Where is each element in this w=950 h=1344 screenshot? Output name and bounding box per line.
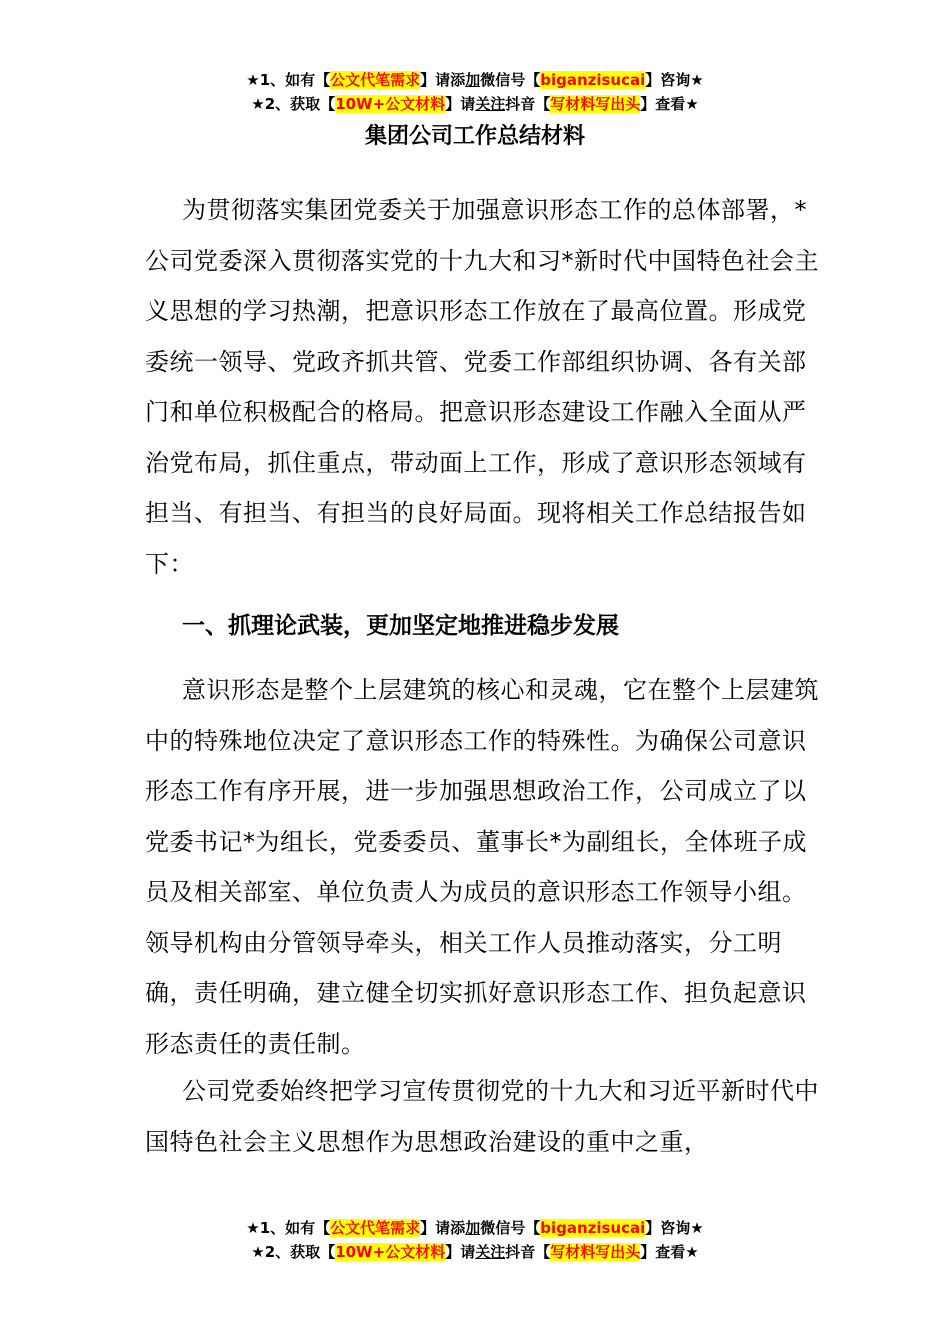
promo-text: ★2、获取【 [251, 95, 336, 113]
paragraph-text: 为贯彻落实集团党委关于加强意识形态工作的总体部署，*公司党委深入贯彻落实党的十九大和习*新时代中国特色社会主义思想的学习热潮，把意识形态工作放在了最高位置。形成党委统一领导、党政齐抓共管、党委工作部组织协调、各有关部门和单位积极配合的格局。把意识形态建设工作融入全面从严治党布局，抓住重点，带动面上工作，形成了意识形态领域有担当、有担当、有担当的良好局面。现将相关工作总结报告如下： [145, 196, 819, 578]
promo-text: 】咨询★ [645, 1219, 704, 1237]
section-heading-1: 一、抓理论武装，更加坚定地推进稳步发展 [182, 613, 619, 639]
promo-highlight-service: 公文代笔需求 [330, 1219, 421, 1237]
promo-text: ★1、如有【 [246, 1219, 331, 1237]
promo-highlight-service: 公文代笔需求 [330, 71, 421, 89]
promo-highlight-wechat-id: biganzisucai [540, 1219, 646, 1237]
promo-text: 微信号【 [480, 71, 541, 89]
promo-underlined-text: 关注 [475, 95, 506, 113]
promo-line-1 [0, 1216, 950, 1240]
promo-text: 抖音【 [505, 95, 551, 113]
promo-text: 微信号【 [480, 1219, 541, 1237]
promo-text: 抖音【 [505, 1243, 551, 1261]
promo-banner-top [0, 68, 950, 116]
promo-underlined-text: 关注 [475, 1243, 506, 1261]
promo-text: 】请 [445, 95, 476, 113]
promo-text: ★2、获取【 [251, 1243, 336, 1261]
paragraph-text: 公司党委始终把学习宣传贯彻党的十九大和习近平新时代中国特色社会主义思想作为思想政治建设的重中之重， [145, 1077, 819, 1156]
promo-text: ★1、如有【 [246, 71, 331, 89]
promo-underlined-text: 加 [465, 71, 481, 89]
paragraph-text: 意识形态是整个上层建筑的核心和灵魂，它在整个上层建筑中的特殊地位决定了意识形态工作的特殊性。为确保公司意识形态工作有序开展，进一步加强思想政治工作，公司成立了以党委书记*为组长，党委委员、董事长*为副组长，全体班子成员及相关部室、单位负责人为成员的意识形态工作领导小组。领导机构由分管领导牵头，相关工作人员推动落实，分工明确，责任明确，建立健全切实抓好意识形态工作、担负起意识形态责任的责任制。 [145, 676, 819, 1058]
promo-text: 】请 [445, 1243, 476, 1261]
paragraph-section-1-a [145, 665, 825, 1069]
promo-banner-bottom [0, 1216, 950, 1264]
promo-text: 】咨询★ [645, 71, 704, 89]
document-title: 集团公司工作总结材料 [364, 124, 585, 149]
promo-highlight-materials: 10W+公文材料 [335, 1243, 446, 1261]
promo-line-2 [0, 92, 950, 116]
promo-text: 】查看★ [640, 1243, 699, 1261]
promo-highlight-wechat-id: biganzisucai [540, 71, 646, 89]
promo-highlight-douyin: 写材料写出头 [550, 95, 641, 113]
paragraph-section-1-b [145, 1066, 825, 1167]
promo-line-2 [0, 1240, 950, 1264]
promo-text: 】请添 [420, 71, 466, 89]
promo-line-1 [0, 68, 950, 92]
promo-text: 】请添 [420, 1219, 466, 1237]
promo-highlight-materials: 10W+公文材料 [335, 95, 446, 113]
promo-underlined-text: 加 [465, 1219, 481, 1237]
promo-highlight-douyin: 写材料写出头 [550, 1243, 641, 1261]
paragraph-intro [145, 185, 825, 589]
promo-text: 】查看★ [640, 95, 699, 113]
